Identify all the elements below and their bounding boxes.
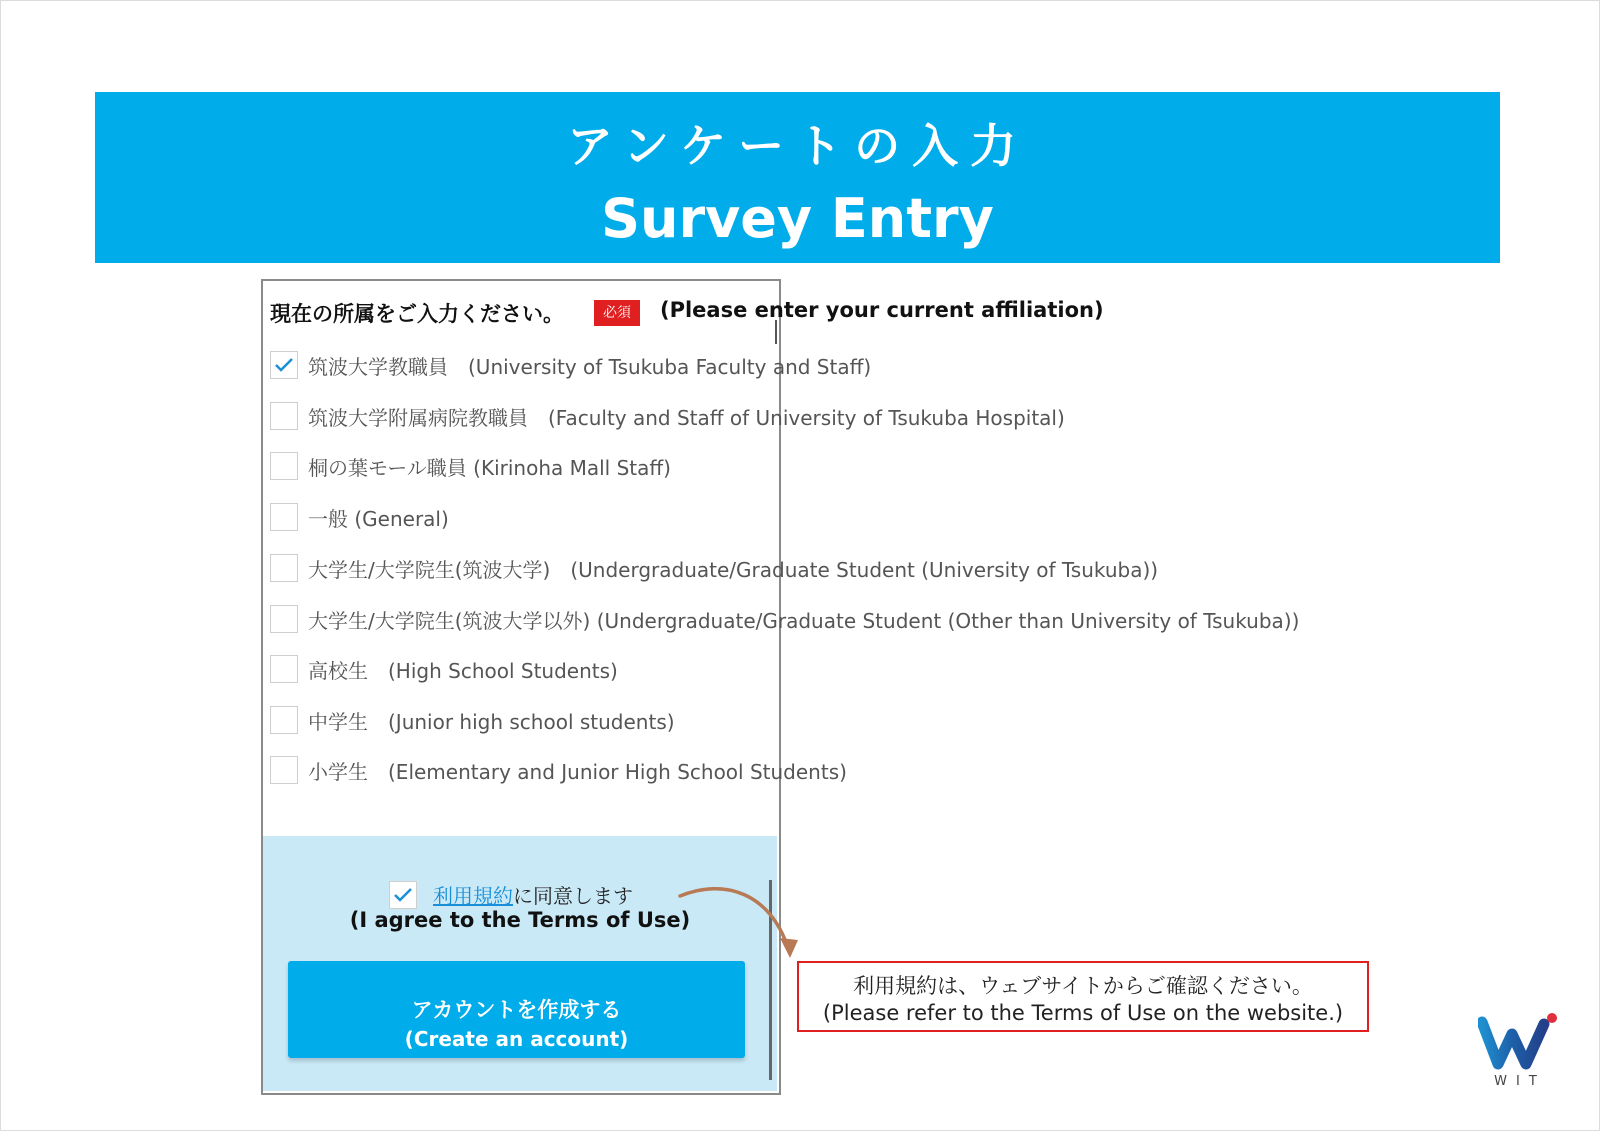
wit-logo-icon (1478, 1012, 1562, 1074)
annotation-line-en: (Please refer to the Terms of Use on the website.) (822, 1001, 1344, 1025)
option-label: 中学生 (Junior high school students) (308, 709, 675, 734)
checkbox-unchecked[interactable] (270, 706, 298, 734)
terms-checkbox[interactable] (389, 881, 417, 909)
option-label: 筑波大学教職員 (University of Tsukuba Faculty and Staff) (308, 354, 872, 379)
create-account-label-jp: アカウントを作成する (411, 998, 622, 1022)
check-icon (393, 887, 413, 903)
question-label-jp: 現在の所属をご入力ください。 (270, 302, 564, 326)
affiliation-option-2[interactable] (270, 450, 671, 482)
affiliation-option-6[interactable] (270, 653, 618, 685)
annotation-arrow-icon (670, 878, 810, 968)
checkbox-unchecked[interactable] (270, 655, 298, 683)
checkbox-unchecked[interactable] (270, 452, 298, 480)
checkbox-checked[interactable] (270, 351, 298, 379)
panel-divider (775, 320, 777, 344)
create-account-button[interactable] (288, 961, 745, 1058)
option-label: 一般 (General) (308, 506, 449, 531)
wit-logo-text: WIT (1494, 1074, 1546, 1089)
check-icon (274, 357, 294, 373)
header-title-en: Survey Entry (601, 187, 994, 250)
option-label: 小学生 (Elementary and Junior High School Students) (308, 759, 847, 784)
affiliation-option-3[interactable] (270, 501, 449, 533)
affiliation-option-4[interactable] (270, 552, 1158, 584)
option-label: 高校生 (High School Students) (308, 658, 618, 683)
checkbox-unchecked[interactable] (270, 756, 298, 784)
checkbox-unchecked[interactable] (270, 554, 298, 582)
affiliation-option-0[interactable] (270, 349, 871, 381)
option-label: 筑波大学附属病院教職員 (Faculty and Staff of University of Tsukuba Hospital) (308, 405, 1065, 430)
terms-of-use-link[interactable]: 利用規約 (433, 884, 513, 908)
agree-text-jp: に同意します (513, 884, 633, 908)
checkbox-unchecked[interactable] (270, 503, 298, 531)
create-account-label-en: (Create an account) (404, 1027, 629, 1051)
checkbox-unchecked[interactable] (270, 605, 298, 633)
affiliation-option-5[interactable] (270, 603, 1299, 635)
annotation-note (797, 961, 1369, 1032)
option-label: 大学生/大学院生(筑波大学) (Undergraduate/Graduate Student (University of Tsukuba)) (308, 557, 1159, 582)
affiliation-option-7[interactable] (270, 704, 675, 736)
required-badge: 必須 (594, 300, 640, 326)
affiliation-option-8[interactable] (270, 754, 847, 786)
wit-logo (1478, 1012, 1562, 1092)
question-label-en: (Please enter your current affiliation) (660, 298, 1104, 322)
terms-agree-row[interactable] (389, 880, 633, 909)
checkbox-unchecked[interactable] (270, 402, 298, 430)
option-label: 桐の葉モール職員 (Kirinoha Mall Staff) (308, 455, 671, 480)
annotation-line-jp: 利用規約は、ウェブサイトからご確認ください。 (853, 974, 1313, 998)
header-title-jp: アンケートの入力 (566, 119, 1029, 173)
agree-text-en: (I agree to the Terms of Use) (349, 908, 691, 932)
affiliation-option-1[interactable] (270, 400, 1065, 432)
option-label: 大学生/大学院生(筑波大学以外) (Undergraduate/Graduate Student (Other than University of Tsukuba)) (308, 608, 1300, 633)
header-banner (95, 92, 1500, 263)
